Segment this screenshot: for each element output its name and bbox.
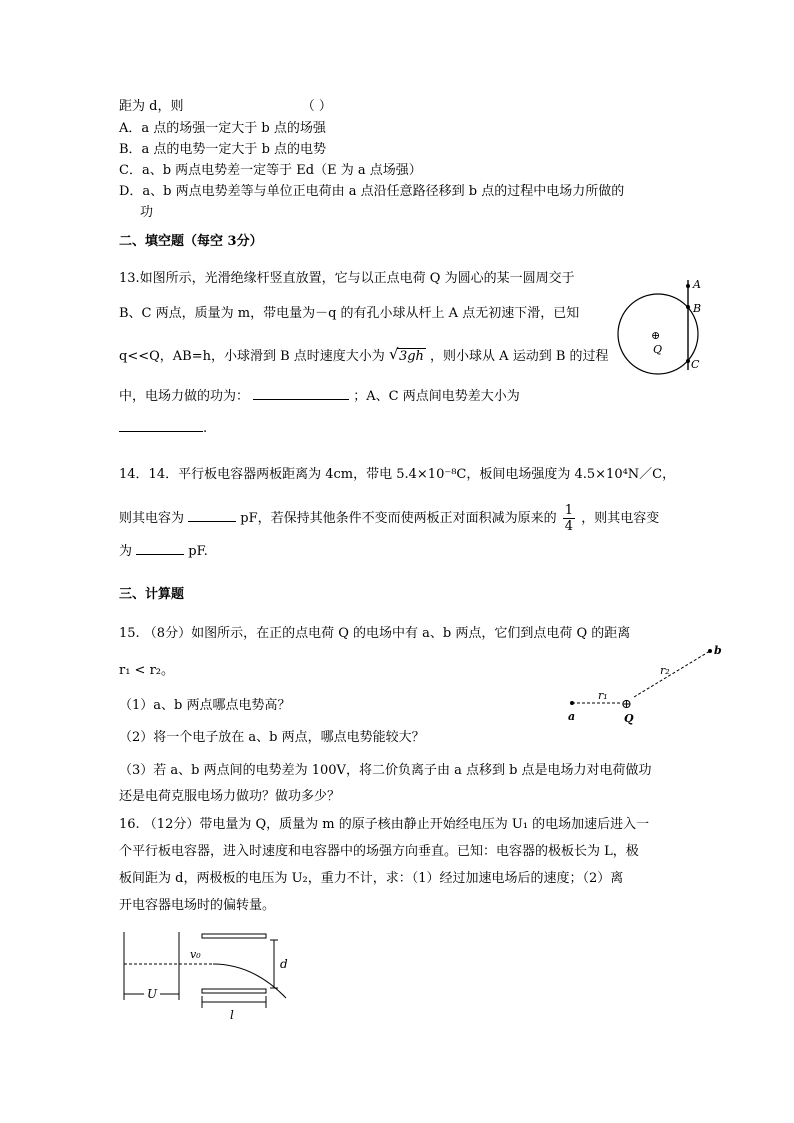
q15-line2: r₁ < r₂。 [119,663,175,678]
q12-option-c: C．a、b 两点电势差一定等于 Ed（E 为 a 点场强） [119,163,422,178]
q12-answer-paren: （ ） [301,99,332,114]
q15-part3: （3）若 a、b 两点间的电势差为 100V，将二价负离子由 a 点移到 b 点是电场力对电荷做功 [119,763,652,778]
label-b: B [693,302,702,315]
q16-figure [118,926,298,1022]
fraction-denominator: 4 [564,519,574,534]
point-b-dot [708,649,712,653]
q12-option-b: B．a 点的电势一定大于 b 点的电势 [119,142,327,157]
label-d: d [280,957,288,971]
sqrt-radicand: 3gh [398,349,424,364]
q12-tail-text: 距为 d，则 [119,99,184,114]
q12-option-d: D．a、b 两点电势差等与单位正电荷由 a 点沿任意路径移到 b 点的过程中电场力所做的 [119,184,625,199]
q16-line1: 16. （12分）带电量为 Q，质量为 m 的原子核由静止开始经电压为 U₁ 的电场加速后进入一 [119,817,650,832]
label-b: b [714,644,722,657]
label-a: a [568,710,576,723]
q13-line3-text: q<<Q，AB=h，小球滑到 B 点时速度大小为 [119,349,385,364]
label-a: A [693,278,701,291]
fraction-numerator: 1 [564,503,574,518]
q15-line1: 15. （8分）如图所示，在正的点电荷 Q 的电场中有 a、b 两点，它们到点电荷 Q 的距离 [119,626,631,641]
section-fill-in-title: 二、填空题（每空 3分） [119,234,263,249]
q14-line3-text: 为 [119,544,133,559]
capacitor-plate-bottom [202,989,266,993]
label-v0: v₀ [190,948,201,961]
q13-line1: 13.如图所示，光滑绝缘杆竖直放置，它与以正点电荷 Q 为圆心的某一圆周交于 [119,271,575,286]
fraction-one-quarter [563,503,575,534]
q16-line3: 板间距为 d，两极板的电压为 U₂，重力不计，求：（1）经过加速电场后的速度；（2）离 [119,871,624,886]
q13-line4-text: 中，电场力做的功为： [119,389,250,404]
q12-tail [119,98,332,115]
q14-line3 [119,541,208,560]
q13-line3 [119,345,609,365]
q15-part2: （2）将一个电子放在 a、b 两点，哪点电势能较大？ [119,730,425,745]
q12-option-d-cont: 功 [140,205,154,220]
q15-part3-cont: 还是电荷克服电场力做功？做功多少？ [119,789,341,804]
q12-option-a: A．a 点的场强一定大于 b 点的场强 [119,121,326,136]
r2-dashed-line [634,651,710,697]
q14-line2-text-c: ，则其电容变 [581,511,660,526]
q14-line2 [119,503,659,534]
q14-blank-1[interactable] [188,508,236,522]
section-calculation-title: 三、计算题 [119,587,185,602]
q14-line3-text-b: pF. [188,544,208,559]
q13-blank-2[interactable] [119,418,203,432]
q13-line4-text-b: ；A、C 两点间电势差大小为 [353,389,520,404]
q13-line3-text-b: ，则小球从 A 运动到 B 的过程 [430,349,609,364]
q13-line4 [119,386,520,405]
q16-line4: 开电容器电场时的偏转量。 [119,898,276,913]
label-r2: r₂ [660,664,670,677]
point-a-dot [686,284,690,288]
q13-line2: B、C 两点，质量为 m，带电量为－q 的有孔小球从杆上 A 点无初速下滑，已知 [119,306,580,321]
positive-charge-icon: ⊕ [651,329,661,342]
point-c-dot [686,359,690,363]
q15-figure [560,640,730,726]
q14-line1: 14．14．平行板电容器两板距离为 4cm，带电 5.4×10⁻⁸C，板间电场强度为 4.5×10⁴N／C， [119,467,676,482]
sqrt-expression: √ 3gh [388,345,424,364]
point-a-dot [570,701,574,705]
q14-line2-text-b: pF，若保持其他条件不变而使两板正对面积减为原来的 [240,511,557,526]
q15-part1: （1）a、b 两点哪点电势高？ [119,698,291,713]
label-r1: r₁ [598,689,608,702]
q13-blank-1[interactable] [253,386,349,400]
q14-line2-text: 则其电容为 [119,511,185,526]
q14-blank-2[interactable] [136,541,184,555]
q13-line5 [119,418,207,437]
q13-line5-end: . [203,421,208,436]
label-c: C [691,358,700,371]
label-l: l [230,1008,234,1022]
capacitor-plate-top [202,934,266,938]
positive-charge-icon: ⊕ [621,697,632,712]
point-b-dot [686,305,690,309]
label-q: Q [653,343,663,356]
label-u: U [147,987,158,1001]
q16-line2: 个平行板电容器，进入时速度和电容器中的场强方向垂直。已知：电容器的极板长为 L，极 [119,844,639,859]
q13-figure [608,272,718,382]
label-q: Q [624,712,634,725]
